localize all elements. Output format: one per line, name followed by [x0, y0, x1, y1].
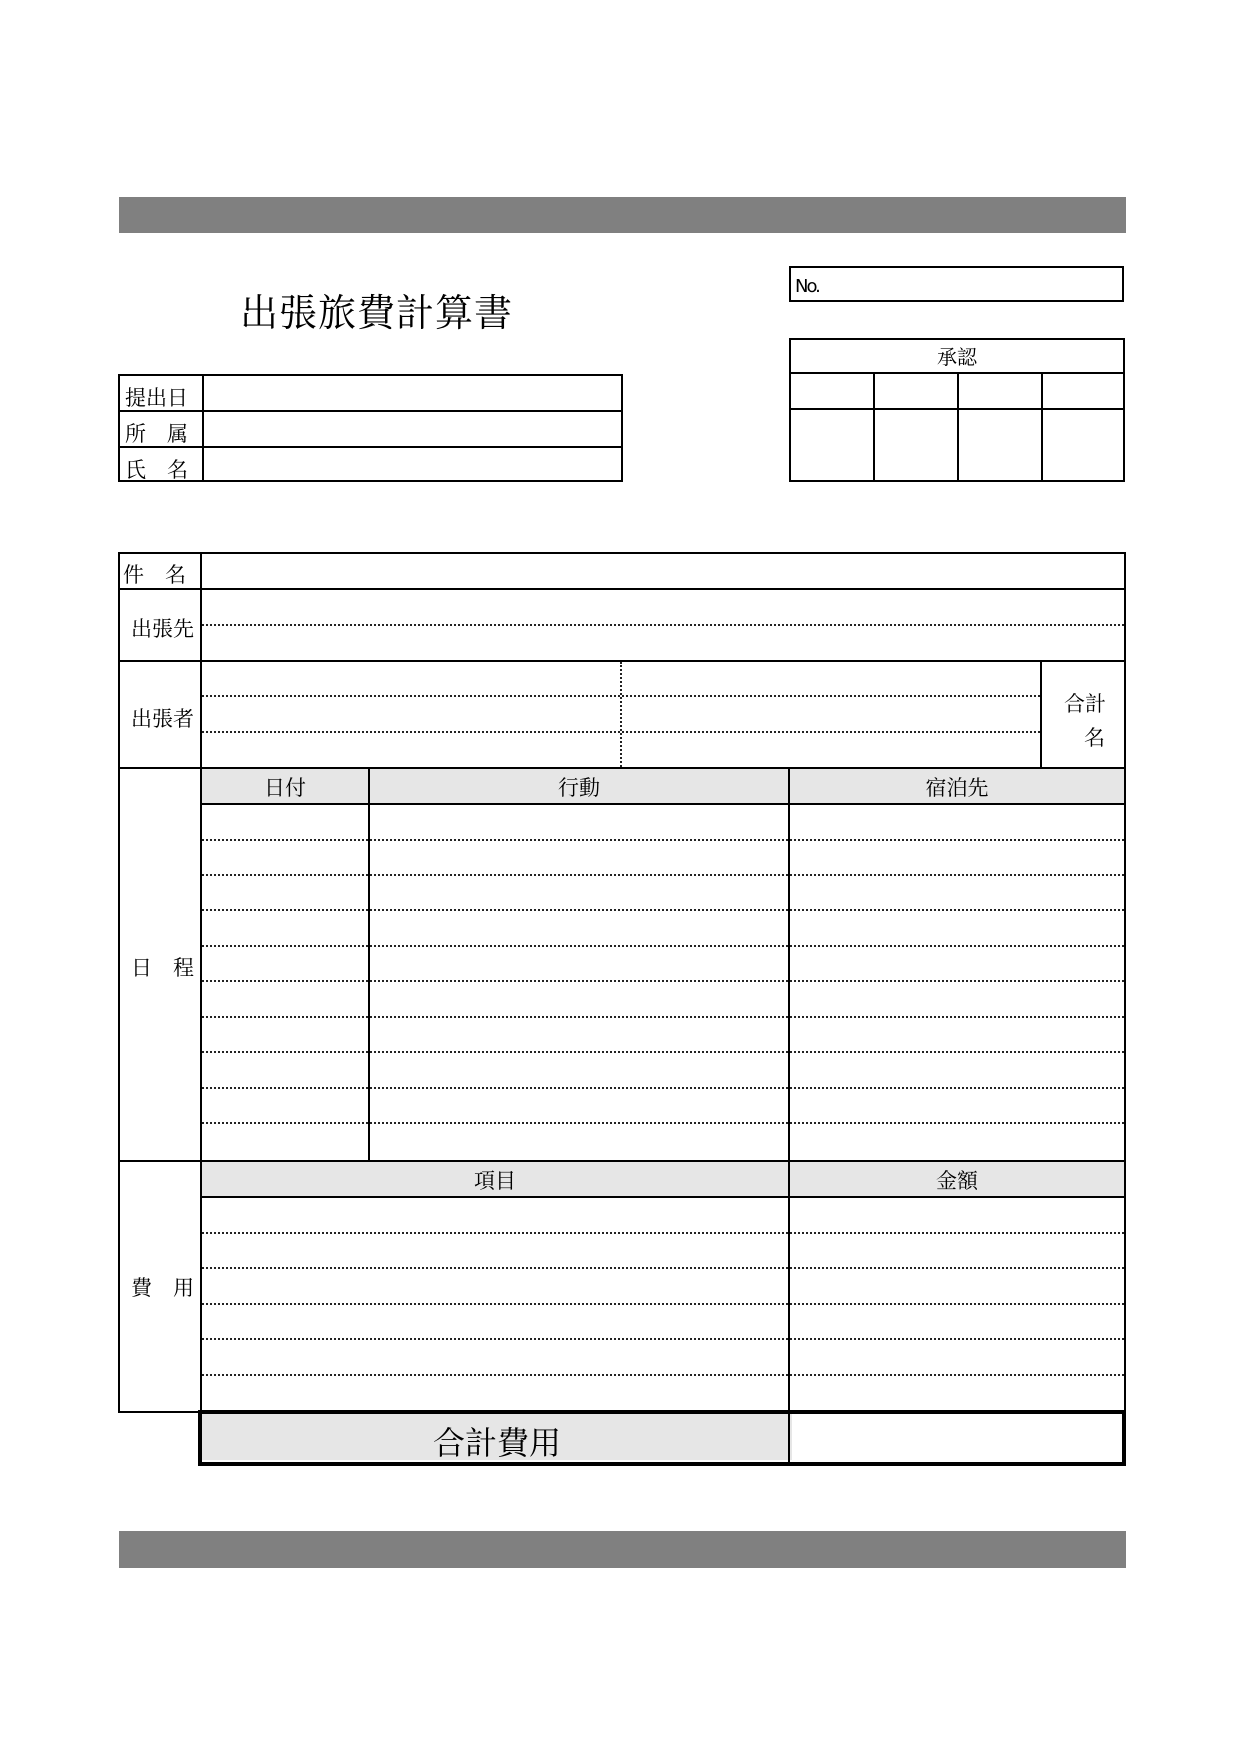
schedule-action-column[interactable]	[370, 805, 788, 1160]
traveler-field-2[interactable]	[622, 662, 1040, 695]
top-decorative-bar	[119, 197, 1126, 233]
schedule-lodging-header: 宿泊先	[925, 776, 989, 800]
total-cost-label: 合計費用	[432, 1424, 561, 1462]
submit-date-row[interactable]	[120, 376, 621, 412]
approval-header: 承認	[791, 340, 1123, 374]
destination-field-2[interactable]	[202, 626, 1124, 660]
department-label: 所 属	[125, 422, 188, 446]
expense-label: 費 用	[131, 1276, 194, 1300]
subject-label: 件 名	[123, 563, 186, 587]
page-title: 出張旅費計算書	[240, 291, 514, 335]
name-row[interactable]	[120, 448, 621, 484]
document-number-label: No.	[795, 276, 819, 297]
destination-label: 出張先	[131, 617, 194, 641]
name-label: 氏 名	[125, 458, 188, 482]
destination-field-1[interactable]	[202, 590, 1124, 624]
schedule-date-column[interactable]	[202, 805, 368, 1160]
travel-expense-form	[118, 552, 1126, 1462]
schedule-label: 日 程	[131, 956, 194, 980]
subject-field[interactable]	[202, 554, 1124, 588]
travelers-label: 出張者	[131, 707, 194, 731]
bottom-decorative-bar	[119, 1531, 1126, 1568]
expense-amount-column[interactable]	[790, 1198, 1124, 1411]
traveler-field-1[interactable]	[202, 662, 620, 695]
schedule-date-header: 日付	[264, 776, 306, 800]
schedule-action-header: 行動	[558, 776, 600, 800]
department-row[interactable]	[120, 412, 621, 448]
expense-item-header: 項目	[474, 1169, 516, 1193]
expense-item-column[interactable]	[202, 1198, 788, 1411]
document-number-field[interactable]	[789, 266, 1124, 302]
travelers-total-label: 合計	[1064, 692, 1106, 716]
approval-stamp-grid	[789, 338, 1125, 482]
travelers-persons-label: 名	[1084, 726, 1105, 750]
applicant-info-table	[118, 374, 623, 482]
submit-date-label: 提出日	[125, 386, 188, 410]
schedule-lodging-column[interactable]	[790, 805, 1124, 1160]
expense-amount-header: 金額	[936, 1169, 978, 1193]
total-cost-field[interactable]	[792, 1414, 1122, 1462]
